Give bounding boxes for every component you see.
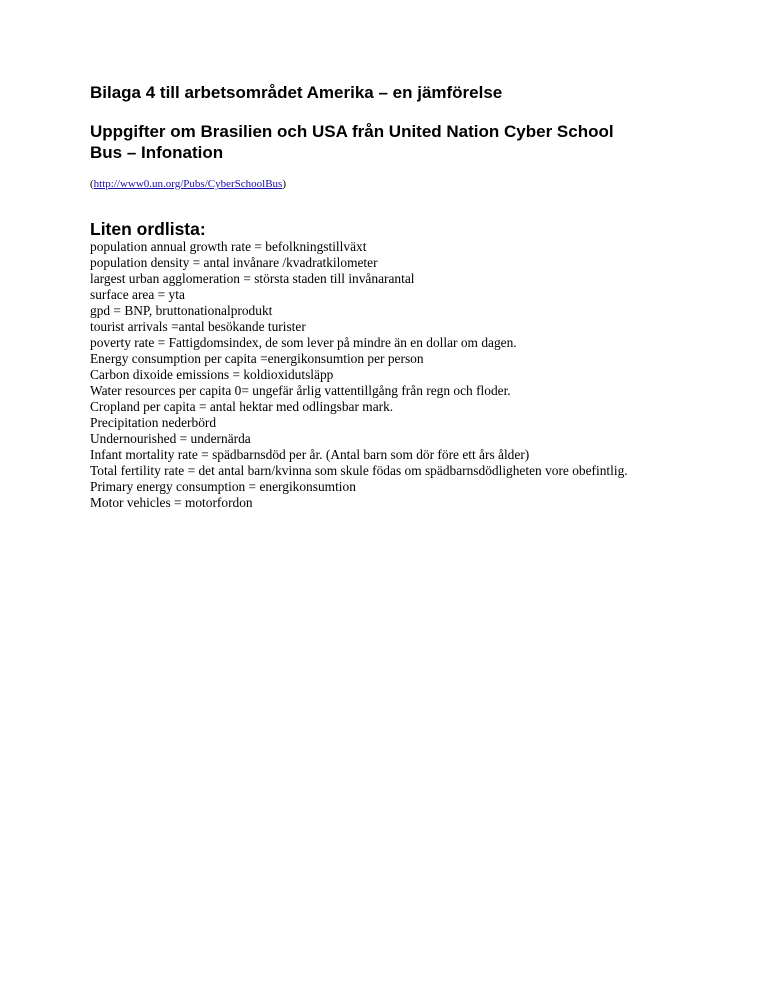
glossary-item: Energy consumption per capita =energikonsumtion per person <box>90 351 424 366</box>
glossary-item: Infant mortality rate = spädbarnsdöd per år. (Antal barn som dör före ett års ålder) <box>90 447 530 462</box>
source-citation <box>90 177 690 191</box>
glossary-item: tourist arrivals =antal besökande turister <box>90 319 306 334</box>
glossary-list <box>90 239 690 511</box>
glossary-item: Cropland per capita = antal hektar med odlingsbar mark. <box>90 399 394 414</box>
glossary-item: Motor vehicles = motorfordon <box>90 495 253 510</box>
glossary-item: Primary energy consumption = energikonsumtion <box>90 479 356 494</box>
glossary-item: gpd = BNP, bruttonationalprodukt <box>90 303 273 318</box>
document-title: Bilaga 4 till arbetsområdet Amerika – en jämförelse <box>90 83 503 102</box>
subtitle-line-2: Bus – Infonation <box>90 143 224 162</box>
glossary-heading: Liten ordlista: <box>90 219 206 239</box>
source-link[interactable]: http://www0.un.org/Pubs/CyberSchoolBus <box>93 178 283 190</box>
glossary-item: largest urban agglomeration = största staden till invånarantal <box>90 271 415 286</box>
glossary-item: Precipitation nederbörd <box>90 415 217 430</box>
glossary-item: population annual growth rate = befolkningstillväxt <box>90 239 367 254</box>
document-page <box>90 82 690 511</box>
document-subtitle <box>90 121 690 163</box>
glossary-item: Total fertility rate = det antal barn/kvinna som skule födas om spädbarnsdödligheten vore obefintlig. <box>90 463 628 478</box>
glossary-item: Water resources per capita 0= ungefär årlig vattentillgång från regn och floder. <box>90 383 511 398</box>
glossary-item: Carbon dixoide emissions = koldioxidutsläpp <box>90 367 334 382</box>
source-open-paren: ( <box>90 178 94 190</box>
glossary-item: Undernourished = undernärda <box>90 431 251 446</box>
glossary-item: surface area = yta <box>90 287 185 302</box>
glossary-item: population density = antal invånare /kvadratkilometer <box>90 255 378 270</box>
glossary-item: poverty rate = Fattigdomsindex, de som lever på mindre än en dollar om dagen. <box>90 335 517 350</box>
subtitle-line-1: Uppgifter om Brasilien och USA från United Nation Cyber School <box>90 122 614 141</box>
source-close-paren: ) <box>282 178 286 190</box>
